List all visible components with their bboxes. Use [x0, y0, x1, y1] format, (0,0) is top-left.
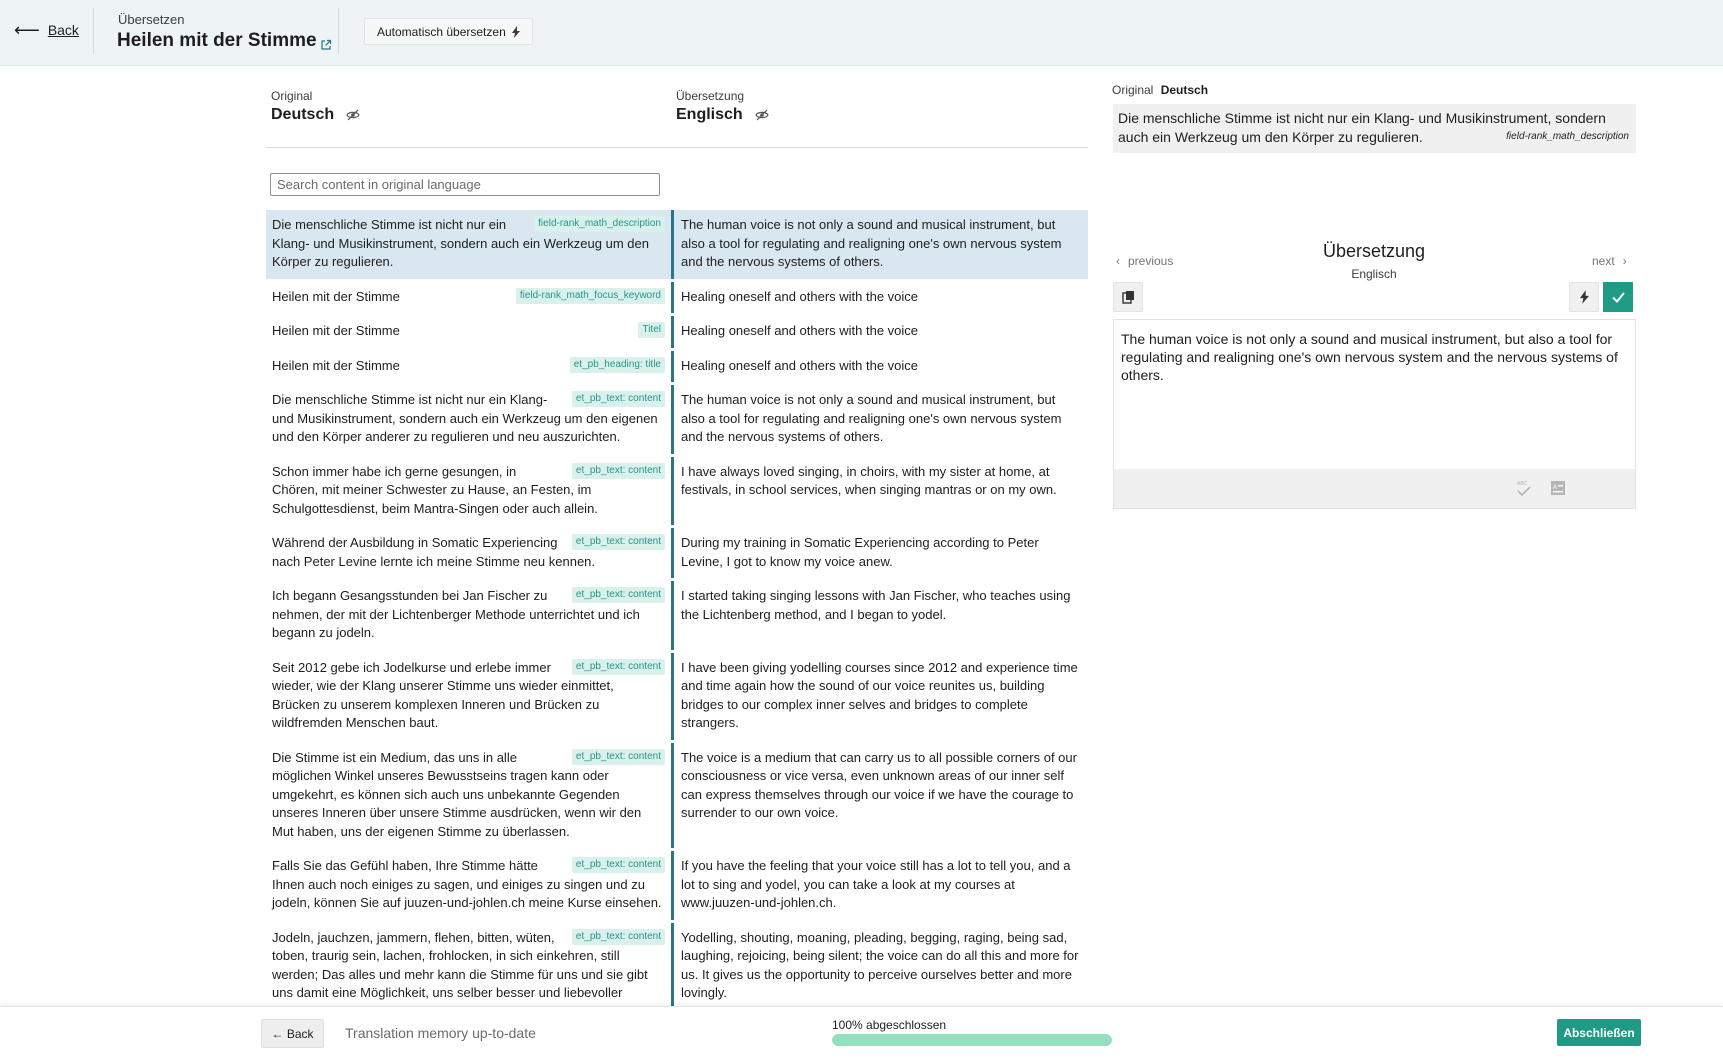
panel-original-label: Original — [1112, 83, 1154, 97]
field-tag: et_pb_text: content — [572, 857, 665, 873]
original-text: Die menschliche Stimme ist nicht nur ein Klang- und Musikinstrument, sondern auch ein Werkzeug um den Körper zu regulieren. — [272, 217, 649, 269]
glossary-icon[interactable] — [1549, 479, 1567, 497]
editor-toolbar — [1114, 469, 1635, 508]
translation-cell: I have been giving yodelling courses since 2012 and experience time and time again how the sound of our voice reunites us, building bridges to our complex inner selves and bridges to complete strangers. — [681, 659, 1078, 730]
string-row[interactable] — [266, 282, 1088, 314]
original-text: Jodeln, jauchzen, jammern, flehen, bitten, wüten, toben, traurig sein, lachen, frohlocken, in sich einkehren, still werden; Das alles und mehr kann die Stimme für uns und sie gibt uns damit eine Möglichkeit, uns selber besser und liebevoller — [272, 929, 648, 1000]
lightning-icon — [512, 26, 520, 38]
translation-memory-status: Translation memory up-to-date — [345, 1025, 536, 1041]
field-tag: et_pb_text: content — [572, 749, 665, 765]
top-bar — [0, 0, 1723, 66]
panel-original-header — [1112, 83, 1208, 97]
original-cell — [266, 743, 671, 849]
translation-kicker: Übersetzung — [676, 89, 745, 103]
field-tag: et_pb_text: content — [572, 534, 665, 550]
chevron-right-icon: › — [1622, 254, 1627, 268]
string-row[interactable] — [266, 351, 1088, 383]
translation-cell: The human voice is not only a sound and musical instrument, but also a tool for regulating and realigning one's own nervous system and the nervous systems of others. — [681, 217, 1062, 269]
field-tag: et_pb_heading: title — [570, 357, 665, 373]
field-tag: et_pb_text: content — [572, 929, 665, 945]
original-cell — [266, 316, 671, 348]
auto-translate-label: Automatisch übersetzen — [377, 24, 506, 39]
original-kicker: Original — [271, 89, 313, 103]
original-cell — [266, 653, 671, 740]
progress-bar — [832, 1034, 1112, 1046]
field-tag: field-rank_math_description — [534, 216, 665, 232]
field-tag: field-rank_math_focus_keyword — [516, 288, 665, 304]
spellcheck-icon[interactable] — [1515, 479, 1533, 497]
translation-cell: Healing oneself and others with the voice — [681, 323, 919, 338]
svg-text:A: A — [1553, 485, 1558, 491]
eye-hidden-icon[interactable] — [755, 109, 769, 121]
original-text: Die Stimme ist ein Medium, das uns in alle möglichen Winkel unseres Bewusstseins tragen kann oder umgekehrt, es können sich auch uns unbekannte Gegenden unseres Inneren über unsere Stimme ausdrücken, wenn wir den Mut haben, uns der eigenen Stimme zu überlassen. — [272, 749, 642, 839]
string-row[interactable] — [266, 581, 1088, 650]
original-text: Ich begann Gesangsstunden bei Jan Fischer zu nehmen, der mit der Lichtenberger Methode unterrichtet und ich begann zu jodeln. — [272, 588, 640, 640]
original-cell — [266, 351, 671, 383]
translation-cell: If you have the feeling that your voice still has a lot to tell you, and a lot to sing and yodel, you can take a look at my courses at www.juuzen-und-johlen.ch. — [681, 858, 1071, 910]
field-tag: et_pb_text: content — [572, 659, 665, 675]
original-text: Schon immer habe ich gerne gesungen, in Chören, mit meiner Schwester zu Hause, an Festen, im Schulgottesdienst, beim Mantra-Singen oder auch allein. — [272, 463, 598, 516]
translation-textarea[interactable] — [1114, 320, 1635, 470]
translation-cell: I started taking singing lessons with Jan Fischer, who teaches using the Lichtenberg method, and I began to yodel. — [681, 588, 1071, 622]
translation-editor — [1113, 319, 1636, 509]
eye-hidden-icon[interactable] — [346, 109, 360, 121]
string-row[interactable] — [266, 743, 1088, 849]
auto-translate-button[interactable] — [364, 18, 533, 45]
original-language-name: Deutsch — [271, 106, 335, 123]
header-separator — [93, 8, 94, 54]
search-input[interactable] — [270, 173, 660, 196]
next-label: next — [1592, 254, 1615, 268]
lightning-icon — [1580, 290, 1589, 304]
translation-cell: Healing oneself and others with the voice — [681, 288, 919, 304]
original-language-header — [271, 89, 360, 124]
original-cell — [266, 851, 671, 920]
string-row[interactable] — [266, 528, 1088, 578]
string-row[interactable] — [266, 316, 1088, 348]
field-tag: et_pb_text: content — [572, 463, 665, 479]
panel-subtitle: Englisch — [1351, 267, 1397, 281]
string-row[interactable] — [266, 210, 1088, 279]
string-row[interactable] — [266, 457, 1088, 526]
checkmark-icon — [1612, 292, 1625, 303]
progress-label: 100% abgeschlossen — [832, 1018, 947, 1032]
progress-fill — [832, 1034, 1112, 1046]
svg-text:ABC: ABC — [1517, 481, 1528, 487]
original-cell — [266, 528, 671, 578]
back-link-label: Back — [47, 22, 79, 38]
field-tag: et_pb_text: content — [572, 391, 665, 407]
original-text: Während der Ausbildung in Somatic Experiencing nach Peter Levine lernte ich meine Stimme neu kennen. — [272, 535, 596, 569]
translation-language-header — [676, 89, 769, 124]
copy-icon — [1122, 290, 1135, 304]
panel-title: Übersetzung — [1322, 241, 1426, 261]
footer-back-button[interactable]: ← Back — [261, 1019, 324, 1048]
original-cell — [266, 210, 671, 279]
next-button[interactable] — [1592, 254, 1627, 268]
original-text: Falls Sie das Gefühl haben, Ihre Stimme hätte Ihnen auch noch einiges zu sagen, und einiges zu singen und zu jodeln, können Sie auf juuzen-und-johlen.ch meine Kurse einsehen. — [272, 858, 662, 910]
original-text: Heilen mit der Stimme — [272, 288, 400, 304]
string-list — [266, 210, 1088, 1031]
original-text: Heilen mit der Stimme — [272, 357, 400, 373]
translation-cell: I have always loved singing, in choirs, with my sister at home, at festivals, in school services, when singing mantras or on my own. — [681, 463, 1057, 497]
translation-language-name: Englisch — [676, 106, 743, 123]
panel-original-field: field-rank_math_description — [1506, 131, 1629, 142]
header-divider — [266, 147, 1088, 148]
original-text: Heilen mit der Stimme — [272, 323, 400, 338]
translation-cell: Healing oneself and others with the voice — [681, 357, 919, 373]
previous-label: previous — [1128, 254, 1174, 268]
header-kicker: Übersetzen — [118, 12, 185, 27]
machine-translate-button[interactable] — [1569, 282, 1599, 312]
string-row[interactable] — [266, 653, 1088, 740]
panel-original-text — [1113, 104, 1636, 153]
original-cell — [266, 282, 671, 314]
panel-original-content: Die menschliche Stimme ist nicht nur ein Klang- und Musikinstrument, sondern auch ein Werkzeug um den Körper zu regulieren. — [1118, 110, 1606, 145]
field-tag: Titel — [638, 322, 665, 338]
copy-original-button[interactable] — [1113, 282, 1143, 312]
original-cell — [266, 385, 671, 454]
original-cell — [266, 581, 671, 650]
field-tag: et_pb_text: content — [572, 587, 665, 603]
external-link-icon[interactable] — [320, 39, 332, 51]
footer-bar — [0, 1006, 1723, 1059]
finish-button[interactable]: Abschließen — [1557, 1019, 1641, 1046]
arrow-left-icon: ⟵ — [14, 20, 40, 40]
translation-cell: Yodelling, shouting, moaning, pleading, begging, raging, being sad, laughing, rejoicing, being silent; the voice can do all this and more for us. It gives us the opportunity to perceive ourselves better and more lovingly. — [681, 929, 1079, 1000]
translation-cell: The human voice is not only a sound and musical instrument, but also a tool for regulating and realigning one's own nervous system and the nervous systems of others. — [681, 392, 1062, 444]
page-title-text: Heilen mit der Stimme — [117, 30, 317, 51]
string-row[interactable] — [266, 851, 1088, 920]
string-row[interactable] — [266, 385, 1088, 454]
chevron-left-icon: ‹ — [1116, 254, 1120, 268]
original-cell — [266, 457, 671, 526]
back-link[interactable] — [14, 22, 79, 38]
translation-cell: During my training in Somatic Experiencing according to Peter Levine, I got to know my voice anew. — [681, 535, 1039, 569]
translation-cell: The voice is a medium that can carry us to all possible corners of our consciousness or vice versa, even unknown areas of our inner self can express themselves through our voice if we have the courage to surrender to our own voice. — [681, 749, 1077, 820]
approve-button[interactable] — [1603, 282, 1633, 312]
panel-original-language: Deutsch — [1160, 83, 1209, 97]
original-text: Die menschliche Stimme ist nicht nur ein Klang- und Musikinstrument, sondern auch ein Werkzeug um den eigenen und den Körper anderer zu regulieren und neu auszurichten. — [272, 392, 658, 444]
original-text: Seit 2012 gebe ich Jodelkurse und erlebe immer wieder, wie der Klang unserer Stimme uns wieder einmittet, Brücken zu unserem komplexen Inneren und Brücken zu wildfremden Menschen baut. — [272, 659, 614, 730]
header-separator — [338, 8, 339, 54]
page-title — [117, 30, 332, 52]
